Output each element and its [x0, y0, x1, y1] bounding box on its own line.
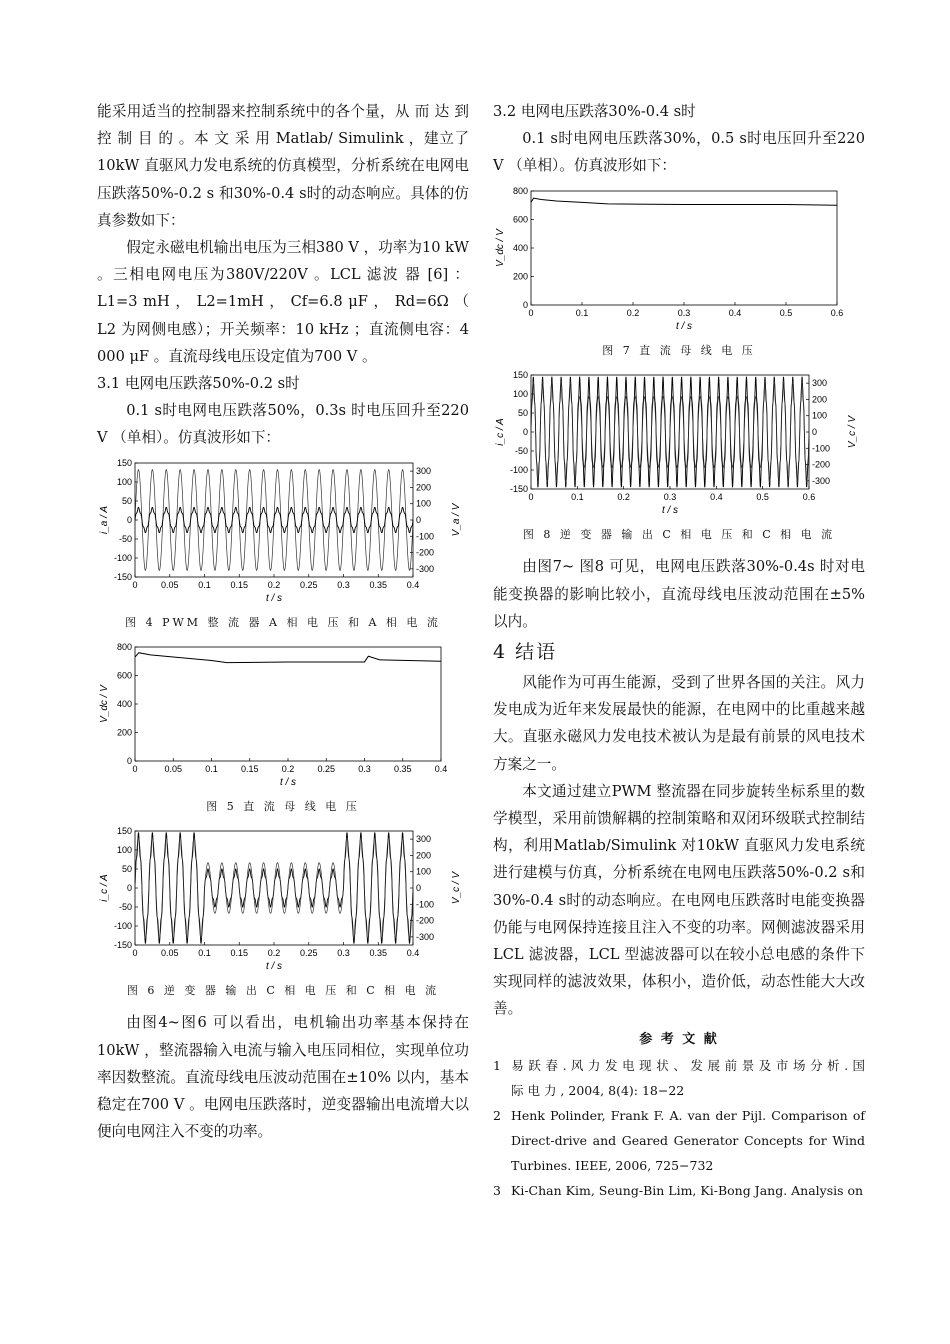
y-tick-label: -150 — [113, 572, 132, 583]
x-tick-label: 0 — [132, 764, 138, 775]
vdc-series-line — [531, 199, 837, 206]
x-axis-label: t / s — [675, 321, 693, 333]
y-axis-label: i_c / A — [99, 874, 110, 903]
x-tick-label: 0.25 — [299, 948, 318, 959]
y-tick-label: -150 — [509, 484, 528, 495]
x-tick-label: 0 — [528, 308, 534, 319]
plot-frame — [531, 191, 837, 305]
y-tick-label: 0 — [126, 883, 132, 894]
y-tick-label: 150 — [116, 826, 132, 837]
x-tick-label: 0 — [528, 492, 534, 503]
y-tick-label: 100 — [116, 477, 132, 488]
y-tick-label: -150 — [113, 940, 132, 951]
y-axis-label: V_dc / V — [495, 229, 506, 268]
y-right-tick-label: 300 — [416, 466, 432, 477]
y-tick-label: -50 — [118, 534, 132, 545]
y-tick-label: 200 — [512, 271, 528, 282]
voltage-series-line — [135, 838, 413, 939]
reference-item: 3 Ki-Chan Kim, Seung-Bin Lim, Ki-Bong Jang. Analysis on — [493, 1182, 864, 1198]
y-tick-label: -100 — [113, 553, 132, 564]
voltage-series-line — [531, 382, 809, 483]
x-tick-label: 0.05 — [160, 948, 179, 959]
x-tick-label: 0.35 — [393, 764, 412, 775]
y-right-tick-label: -100 — [812, 443, 831, 454]
y-tick-label: 100 — [116, 845, 132, 856]
y-right-tick-label: 300 — [416, 834, 432, 845]
y-tick-label: 0 — [522, 427, 528, 438]
y-tick-label: 800 — [512, 186, 528, 197]
x-tick-label: 0.15 — [240, 764, 259, 775]
figure-7 — [493, 185, 865, 361]
x-tick-label: 0.3 — [337, 580, 350, 591]
reference-item: 1 易 跃 春 . 风 力 发 电 现 状 、 发 展 前 景 及 市 场 分 析 . 国 际 电 力 , 2004, 8(4): 18−22 — [493, 1057, 865, 1098]
x-tick-label: 0.3 — [358, 764, 371, 775]
x-tick-label: 0.35 — [369, 580, 388, 591]
x-tick-label: 0.5 — [779, 308, 793, 319]
y-tick-label: 400 — [512, 243, 528, 254]
figure-5-chart — [97, 641, 469, 791]
x-tick-label: 0.1 — [205, 764, 218, 775]
y-right-tick-label: -200 — [812, 459, 831, 470]
x-tick-label: 0 — [132, 948, 138, 959]
x-tick-label: 0.1 — [198, 580, 211, 591]
current-series-line — [135, 508, 413, 533]
x-tick-label: 0.35 — [369, 948, 388, 959]
x-tick-label: 0.3 — [677, 308, 691, 319]
x-tick-label: 0.5 — [756, 492, 769, 503]
y-tick-label: 400 — [116, 699, 132, 710]
x-tick-label: 0.2 — [626, 308, 640, 319]
paragraph: 0.1 s时电网电压跌落30%，0.5 s时电压回升至220 V （单相）。仿真波形如下： — [493, 130, 865, 175]
figure-caption: 图 4 PWM 整 流 器 A 相 电 压 和 A 相 电 流 — [125, 616, 441, 630]
paragraph: 风能作为可再生能源，受到了世界各国的关注。风力发电成为近年来发展最快的能源，在电网中的比重越来越大。直驱永磁风力发电技术被认为是最有前景的风电技术方案之一。 — [493, 674, 865, 773]
figure-8 — [493, 369, 865, 545]
y-tick-label: 0 — [126, 515, 132, 526]
y-right-axis-label: V_c / V — [847, 416, 858, 449]
x-tick-label: 0.25 — [299, 580, 318, 591]
x-tick-label: 0.1 — [575, 308, 589, 319]
x-tick-label: 0.3 — [663, 492, 677, 503]
paragraph: 由图4~图6 可以看出，电机输出功率基本保持在10kW ，整流器输入电流与输入电压同相位，实现单位功率因数整流。直流母线电压波动范围在±10% 以内，基本稳定在700 V 。电网电压跌落时，逆变器输出电流增大以便向电网注入不变的功率。 — [97, 1014, 469, 1141]
x-tick-label: 0.2 — [617, 492, 630, 503]
y-right-tick-label: -100 — [416, 899, 435, 910]
figure-caption: 图 6 逆 变 器 输 出 C 相 电 压 和 C 相 电 流 — [126, 984, 440, 998]
x-tick-label: 0.4 — [728, 308, 742, 319]
y-tick-label: 600 — [512, 214, 528, 225]
y-right-tick-label: 100 — [812, 411, 828, 422]
y-tick-label: 150 — [116, 458, 132, 469]
y-tick-label: 200 — [116, 727, 132, 738]
y-right-tick-label: -300 — [416, 564, 435, 575]
y-right-tick-label: 100 — [416, 867, 432, 878]
y-right-tick-label: 0 — [416, 515, 422, 526]
section-heading: 3.1 电网电压跌落50%-0.2 s时 — [97, 375, 300, 393]
y-tick-label: -50 — [118, 902, 132, 913]
x-tick-label: 0.1 — [198, 948, 211, 959]
x-tick-label: 0.05 — [164, 764, 183, 775]
figure-caption: 图 8 逆 变 器 输 出 C 相 电 压 和 C 相 电 流 — [522, 528, 836, 542]
y-tick-label: -50 — [514, 446, 528, 457]
paragraph: 假定永磁电机输出电压为三相380 V ，功率为10 kW 。三相电网电压为380V/220V 。LCL 滤波 器 [6] ： L1=3 mH ， L2=1mH ， Cf=6.8 μF ， Rd=6Ω （ L2 为网侧电感）；开关频率：10 kHz ；直流侧电容：4 000 μF 。直流母线电压设定值为700 V 。 — [97, 239, 470, 365]
y-right-tick-label: -200 — [416, 548, 435, 559]
y-tick-label: 0 — [522, 300, 528, 311]
paragraph: 能采用适当的控制器来控制系统中的各个量，从 而 达 到 控 制 目 的 。本 文 采 用 Matlab/ Simulink ，建立了10kW 直驱风力发电系统的仿真模型，分析系统在电网电压跌落50%-0.2 s 和30%-0.4 s时的动态响应。具体的仿真参数如下： — [97, 103, 469, 229]
y-tick-label: 50 — [517, 408, 528, 419]
y-right-axis-label: V_a / V — [451, 504, 462, 537]
x-tick-label: 0.6 — [802, 492, 816, 503]
x-tick-label: 0.2 — [267, 580, 281, 591]
x-tick-label: 0.25 — [317, 764, 336, 775]
x-tick-label: 0.2 — [267, 948, 281, 959]
x-tick-label: 0.15 — [230, 580, 249, 591]
section-heading: 3.2 电网电压跌落30%-0.4 s时 — [493, 103, 696, 120]
x-tick-label: 0.4 — [710, 492, 723, 503]
figure-4 — [97, 457, 469, 633]
reference-item: 2 Henk Polinder, Frank F. A. van der Pijl. Comparison of Direct-drive and Geared Generator Concepts for Wind Turbines. IEEE, 2006, 725−732 — [493, 1107, 865, 1173]
y-axis-label: V_dc / V — [99, 685, 110, 724]
y-right-tick-label: -300 — [416, 932, 435, 943]
y-right-tick-label: 200 — [812, 394, 828, 405]
figure-caption: 图 7 直 流 母 线 电 压 — [602, 344, 756, 358]
y-right-tick-label: -200 — [416, 916, 435, 927]
x-tick-label: 0.05 — [160, 580, 179, 591]
x-tick-label: 0.4 — [434, 764, 448, 775]
y-right-axis-label: V_c / V — [451, 872, 462, 905]
y-right-tick-label: 0 — [812, 427, 818, 438]
x-tick-label: 0 — [132, 580, 138, 591]
x-tick-label: 0.4 — [406, 580, 420, 591]
y-right-tick-label: 200 — [416, 850, 432, 861]
y-right-tick-label: -300 — [812, 476, 831, 487]
figure-6 — [97, 825, 469, 1001]
figure-caption: 图 5 直 流 母 线 电 压 — [206, 800, 360, 814]
section-heading: 4 结语 — [493, 641, 558, 664]
x-tick-label: 0.6 — [830, 308, 844, 319]
x-tick-label: 0.2 — [281, 764, 295, 775]
x-tick-label: 0.4 — [406, 948, 420, 959]
vdc-series-line — [135, 653, 441, 663]
x-axis-label: t / s — [279, 777, 297, 789]
y-tick-label: -100 — [113, 921, 132, 932]
y-tick-label: 600 — [116, 670, 132, 681]
paragraph: 本文通过建立PWM 整流器在同步旋转坐标系里的数学模型，采用前馈解耦的控制策略和双闭环级联式控制结构，利用Matlab/Simulink 对10kW 直驱风力发电系统进行建模与仿真，分析系统在电网电压跌落50%-0.2 s和30%-0.4 s时的动态响应。在电网电压跌落时电能变换器仍能与电网保持连接且注入不变的功率。网侧滤波器采用LCL 滤波器，LCL 型滤波器可以在较小总电感的条件下实现同样的滤波效果，体积小，造价低，动态性能大大改善。 — [493, 782, 865, 1018]
x-tick-label: 0.1 — [571, 492, 584, 503]
figure-5 — [97, 641, 469, 817]
x-axis-label: t / s — [661, 505, 679, 517]
y-axis-label: i_a / A — [99, 506, 110, 535]
x-axis-label: t / s — [265, 593, 283, 605]
y-tick-label: 50 — [121, 864, 132, 875]
x-tick-label: 0.15 — [230, 948, 249, 959]
references-title: 参 考 文 献 — [639, 1031, 719, 1047]
right-column — [493, 98, 865, 1203]
paragraph: 0.1 s时电网电压跌落50%，0.3s 时电压回升至220 V （单相）。仿真波形如下： — [97, 402, 469, 447]
y-right-tick-label: 300 — [812, 378, 828, 389]
plot-frame — [135, 647, 441, 761]
y-tick-label: 150 — [512, 370, 528, 381]
y-tick-label: -100 — [509, 465, 528, 476]
figure-4-chart — [97, 457, 469, 607]
y-right-tick-label: -100 — [416, 531, 435, 542]
y-tick-label: 0 — [126, 756, 132, 767]
x-axis-label: t / s — [265, 961, 283, 973]
x-tick-label: 0.3 — [337, 948, 350, 959]
left-column — [97, 98, 469, 1145]
paragraph: 由图7~ 图8 可见，电网电压跌落30%-0.4s 时对电能变换器的影响比较小，直流母线电压波动范围在±5% 以内。 — [493, 558, 865, 630]
figure-8-chart — [493, 369, 865, 519]
y-right-tick-label: 100 — [416, 499, 432, 510]
y-tick-label: 100 — [512, 389, 528, 400]
y-axis-label: i_c / A — [495, 418, 506, 447]
y-right-tick-label: 200 — [416, 482, 432, 493]
y-right-tick-label: 0 — [416, 883, 422, 894]
figure-6-chart — [97, 825, 469, 975]
y-tick-label: 800 — [116, 642, 132, 653]
figure-7-chart — [493, 185, 865, 335]
y-tick-label: 50 — [121, 496, 132, 507]
